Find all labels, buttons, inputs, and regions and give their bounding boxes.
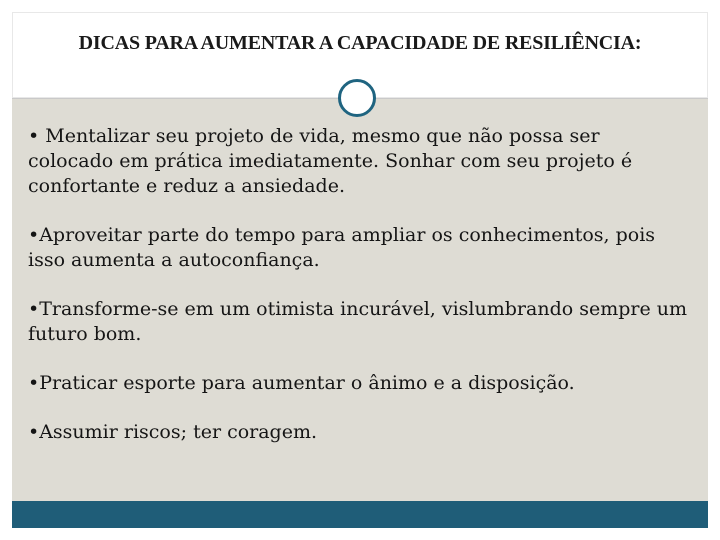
bullet-item: •Praticar esporte para aumentar o ânimo e a disposição. [28,372,575,394]
circle-ornament [338,79,376,117]
slide-title: DICAS PARA AUMENTAR A CAPACIDADE DE RESILIÊNCIA: [78,32,642,54]
bullet-item: •Transforme-se em um otimista incurável, vislumbrando sempre um futuro bom. [28,298,688,345]
bullet-item: •Assumir riscos; ter coragem. [28,421,318,443]
bullet-item: • Mentalizar seu projeto de vida, mesmo que não possa ser colocado em prática imediatamente. Sonhar com seu projeto é confortante e reduz a ansiedade. [28,125,633,197]
bullet-list [28,124,688,469]
bullet-item: •Aproveitar parte do tempo para ampliar os conhecimentos, pois isso aumenta a autoconfiança. [28,224,656,271]
bottom-bar [12,501,708,528]
